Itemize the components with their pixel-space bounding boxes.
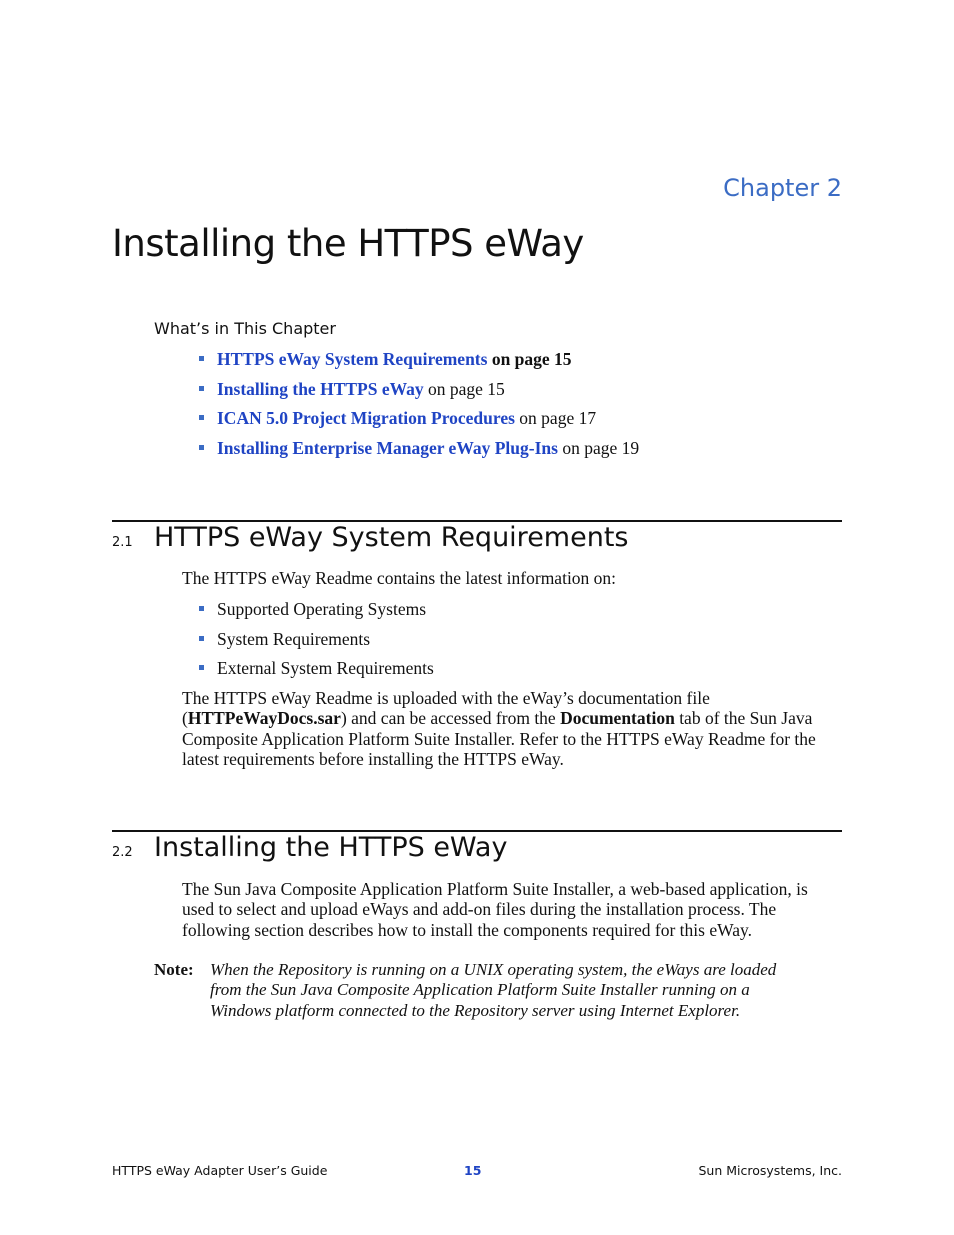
- list-item: System Requirements: [217, 628, 434, 658]
- section-intro: The HTTPS eWay Readme contains the latest information on:: [182, 568, 617, 588]
- bullet-icon: [199, 636, 204, 641]
- section-title: Installing the HTTPS eWay: [154, 832, 508, 863]
- footer-guide-title: HTTPS eWay Adapter User’s Guide: [112, 1163, 328, 1178]
- section-number: 2.2: [112, 845, 133, 860]
- note-text: When the Repository is running on a UNIX operating system, the eWays are loaded from the Sun Java Composite Application Platform Suite Installer running on a Windows platform connected to the Repository server using Internet Explorer.: [210, 960, 777, 1020]
- list-item: Supported Operating Systems: [217, 598, 434, 628]
- chapter-label: Chapter 2: [723, 174, 842, 202]
- installer-paragraph: The Sun Java Composite Application Platform Suite Installer, a web-based application, is used to select and upload eWays and add-on files during the installation process. The following section describes how to install the components required for this eWay.: [182, 879, 808, 940]
- readme-paragraph: The HTTPS eWay Readme is uploaded with the eWay’s documentation file (HTTPeWayDocs.sar) and can be accessed from the Documentation tab of the Sun Java Composite Application Platform Suite Installer. Refer to the HTTPS eWay Readme for the latest requirements before installing the HTTPS eWay.: [182, 688, 816, 769]
- bullet-icon: [199, 386, 204, 391]
- file-name: HTTPeWayDocs.sar: [187, 708, 341, 729]
- chapter-title: Installing the HTTPS eWay: [112, 222, 584, 265]
- section-title: HTTPS eWay System Requirements: [154, 522, 629, 553]
- toc-item: [217, 407, 639, 437]
- bullet-icon: [199, 356, 204, 361]
- toc-list: [217, 348, 639, 466]
- toc-item: [217, 378, 639, 408]
- toc-page-ref: on page 19: [557, 437, 640, 458]
- toc-item: [217, 437, 639, 467]
- list-item: External System Requirements: [217, 657, 434, 687]
- section-number: 2.1: [112, 535, 133, 550]
- toc-page-ref: on page 17: [514, 408, 597, 428]
- bullet-icon: [199, 445, 204, 450]
- footer-page-number: 15: [464, 1163, 482, 1178]
- toc-link-plugins[interactable]: Installing Enterprise Manager eWay Plug-Ins: [217, 437, 558, 458]
- toc-link-installing[interactable]: Installing the HTTPS eWay: [217, 378, 424, 399]
- note-label: Note:: [154, 960, 194, 979]
- toc-page-ref: on page 15: [487, 349, 572, 369]
- toc-heading: What’s in This Chapter: [154, 319, 336, 338]
- toc-item: [217, 348, 639, 378]
- bullet-icon: [199, 606, 204, 611]
- bullet-icon: [199, 665, 204, 670]
- requirements-list: [217, 598, 434, 687]
- footer-company: Sun Microsystems, Inc.: [698, 1163, 842, 1178]
- tab-name: Documentation: [560, 708, 675, 729]
- toc-link-migration[interactable]: ICAN 5.0 Project Migration Procedures: [217, 408, 515, 428]
- toc-page-ref: on page 15: [423, 378, 505, 399]
- bullet-icon: [199, 415, 204, 420]
- toc-link-system-requirements[interactable]: HTTPS eWay System Requirements: [217, 349, 488, 369]
